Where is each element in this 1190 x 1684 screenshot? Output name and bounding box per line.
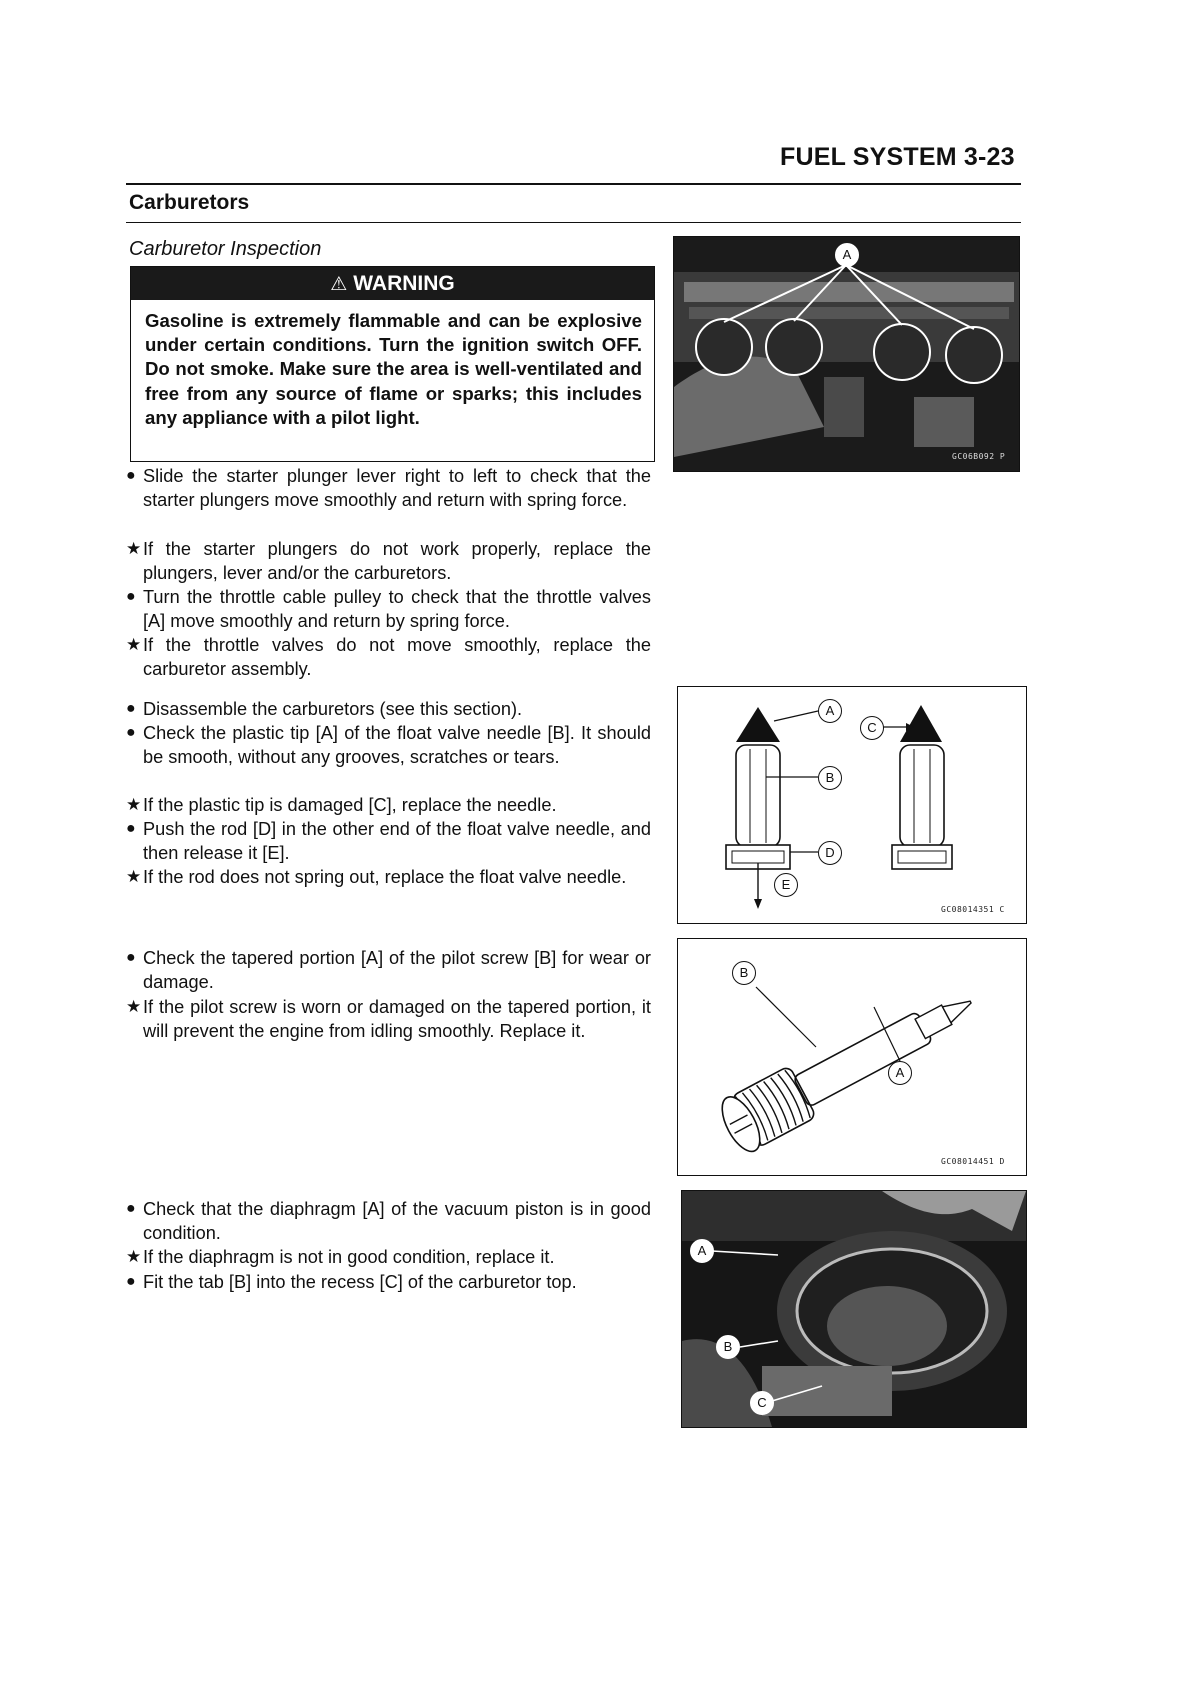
- callout-a: A: [835, 243, 859, 267]
- list-item: [126, 697, 651, 721]
- section-title: Carburetors: [129, 191, 250, 214]
- list-item-text: If the rod does not spring out, replace the float valve needle.: [143, 867, 627, 887]
- list-item: [126, 1270, 651, 1294]
- bullet-marker: ●: [126, 724, 136, 741]
- warning-box: [130, 266, 655, 462]
- float-valve-needle-illustration: [678, 687, 1026, 923]
- warning-header: [131, 267, 654, 300]
- list-item: [126, 721, 651, 770]
- list-item: [126, 793, 651, 817]
- warning-triangle-icon: ⚠: [330, 274, 348, 295]
- list-item: [126, 585, 651, 634]
- callout-a: A: [690, 1239, 714, 1263]
- star-marker: ★: [126, 795, 142, 814]
- list-item-text: Slide the starter plunger lever right to left to check that the starter plungers move smoothly and return with spring force.: [143, 466, 651, 511]
- figure-float-valve-needle-diagram: [677, 686, 1027, 924]
- list-item-text: Push the rod [D] in the other end of the float valve needle, and then release it [E].: [143, 819, 651, 864]
- list-item-text: Check the plastic tip [A] of the float valve needle [B]. It should be smooth, without any grooves, scratches or tears.: [143, 723, 651, 768]
- figure-code: GC08014451 D: [941, 1157, 1005, 1166]
- list-item: [126, 817, 651, 866]
- callout-d: D: [818, 841, 842, 865]
- section-rule: [126, 222, 1021, 223]
- callout-c: C: [860, 716, 884, 740]
- list-item-text: If the starter plungers do not work properly, replace the plungers, lever and/or the carburetors.: [143, 539, 651, 584]
- bullet-marker: ●: [126, 588, 136, 605]
- star-marker: ★: [126, 635, 142, 654]
- list-item: [126, 865, 651, 889]
- list-item: [126, 1197, 651, 1246]
- bullet-marker: ●: [126, 949, 136, 966]
- bullet-marker: ●: [126, 1200, 136, 1217]
- list-item-text: Check the tapered portion [A] of the pilot screw [B] for wear or damage.: [143, 948, 651, 993]
- figure-code: GC06B092 P: [952, 452, 1006, 461]
- star-marker: ★: [126, 997, 142, 1016]
- list-item-text: If the throttle valves do not move smoothly, replace the carburetor assembly.: [143, 635, 651, 680]
- callout-c: C: [750, 1391, 774, 1415]
- callout-b: B: [732, 961, 756, 985]
- pilot-screw-illustration: [678, 939, 1026, 1175]
- subsection-title: Carburetor Inspection: [129, 238, 322, 260]
- list-item-text: If the diaphragm is not in good condition, replace it.: [143, 1247, 555, 1267]
- carburetor-photo-illustration: [674, 237, 1019, 471]
- diaphragm-photo-illustration: [682, 1191, 1026, 1427]
- callout-b: B: [818, 766, 842, 790]
- list-item: [126, 1245, 651, 1269]
- callout-e: E: [774, 873, 798, 897]
- list-item: [126, 946, 651, 995]
- bullet-marker: ●: [126, 700, 136, 717]
- callout-a: A: [888, 1061, 912, 1085]
- bullet-marker: ●: [126, 820, 136, 837]
- figure-code: GC08014351 C: [941, 905, 1005, 914]
- bullet-marker: ●: [126, 1273, 136, 1290]
- list-item: [126, 633, 651, 682]
- bullet-marker: ●: [126, 467, 136, 484]
- list-item-text: If the plastic tip is damaged [C], replace the needle.: [143, 795, 557, 815]
- list-item-text: Disassemble the carburetors (see this section).: [143, 699, 523, 719]
- figure-carburetor-throttle-valves-photo: [673, 236, 1020, 472]
- list-item-text: If the pilot screw is worn or damaged on the tapered portion, it will prevent the engine from idling smoothly. Replace it.: [143, 997, 651, 1042]
- warning-title: WARNING: [353, 272, 455, 295]
- list-item: [126, 537, 651, 586]
- figure-vacuum-piston-diaphragm-photo: [681, 1190, 1027, 1428]
- list-item: [126, 995, 651, 1044]
- page-header-title: FUEL SYSTEM 3-23: [780, 143, 1015, 171]
- star-marker: ★: [126, 867, 142, 886]
- list-item-text: Fit the tab [B] into the recess [C] of the carburetor top.: [143, 1272, 577, 1292]
- star-marker: ★: [126, 539, 142, 558]
- figure-pilot-screw-diagram: [677, 938, 1027, 1176]
- list-item: [126, 464, 651, 513]
- warning-text: Gasoline is extremely flammable and can be explosive under certain conditions. Turn the ignition switch OFF. Do not smoke. Make sure the area is well-ventilated and free from any source of flame or sparks; this includes any appliance with a pilot light.: [145, 310, 642, 428]
- list-item-text: Check that the diaphragm [A] of the vacuum piston is in good condition.: [143, 1199, 651, 1244]
- callout-b: B: [716, 1335, 740, 1359]
- callout-a: A: [818, 699, 842, 723]
- star-marker: ★: [126, 1247, 142, 1266]
- header-rule: [126, 183, 1021, 185]
- list-item-text: Turn the throttle cable pulley to check that the throttle valves [A] move smoothly and return by spring force.: [143, 587, 651, 632]
